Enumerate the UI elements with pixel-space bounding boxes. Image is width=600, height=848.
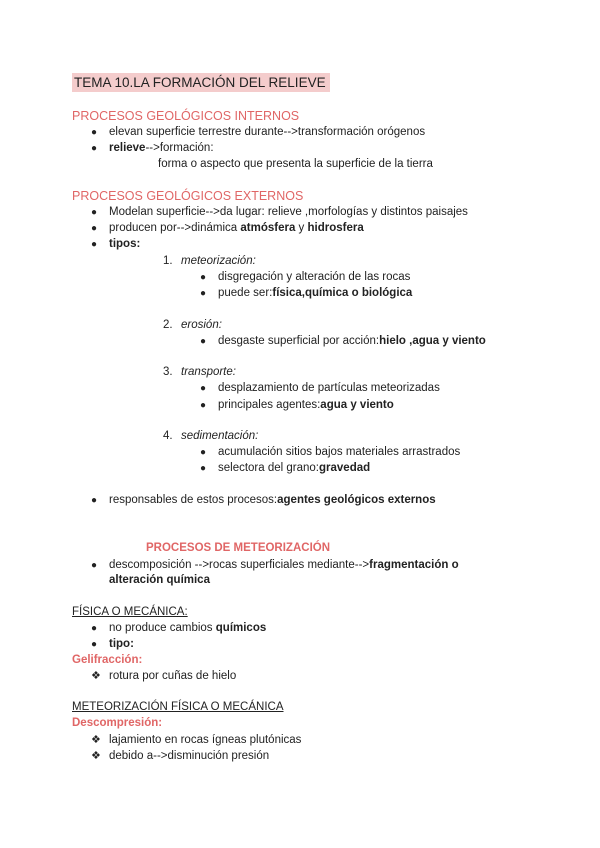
text-bold: hielo ,agua y viento [379,335,486,347]
text-bold: atmósfera [240,222,296,234]
numbered-item: transporte: [181,366,236,378]
bullet-icon: ● [200,400,207,411]
heading-physical-weathering: METEORIZACIÓN FÍSICA O MECÁNICA [72,701,284,713]
numbered-item: sedimentación: [181,430,259,442]
subheading-gelifraction: Gelifracción: [72,654,143,666]
list-item: Modelan superficie-->da lugar: relieve ,morfologías y distintos paisajes [109,206,468,218]
heading-weathering: PROCESOS DE METEORIZACIÓN [146,542,331,554]
text-bold: agentes geológicos externos [277,494,436,506]
numbered-number: 1. [163,255,173,267]
term-bold: relieve [109,142,146,154]
numbered-number: 4. [163,430,173,442]
text-bold: agua y viento [320,399,394,411]
list-item [109,493,436,508]
list-item [218,398,394,413]
numbered-number: 3. [163,366,173,378]
diamond-bullet-icon: ❖ [91,750,101,762]
text: descomposición -->rocas superficiales mediante--> [109,559,370,571]
text-bold: hidrosfera [307,222,364,234]
definition-text: forma o aspecto que presenta la superficie de la tierra [158,158,433,170]
text: producen por-->dinámica [109,222,241,234]
bullet-icon: ● [91,127,98,138]
text-bold: física,química o biológica [272,287,413,299]
list-item [218,286,412,301]
list-item: disgregación y alteración de las rocas [218,271,411,283]
text: y [295,222,308,234]
text-bold: fragmentación o [369,559,459,571]
subheading-decompression: Descompresión: [72,717,163,729]
list-item-continued: alteración química [109,574,210,586]
list-item: acumulación sitios bajos materiales arrastrados [218,446,461,458]
list-item [109,621,266,636]
bullet-icon: ● [91,495,98,506]
text: desgaste superficial por acción: [218,335,380,347]
bullet-icon: ● [91,223,98,234]
list-item [109,558,459,573]
list-item: debido a-->disminución presión [109,750,270,762]
bullet-icon: ● [91,239,98,250]
bullet-icon: ● [91,623,98,634]
list-item [218,334,486,349]
text: responsables de estos procesos: [109,494,278,506]
bullet-icon: ● [91,639,98,650]
bullet-icon: ● [200,447,207,458]
list-item: rotura por cuñas de hielo [109,670,237,682]
heading-physical: FÍSICA O MECÁNICA: [72,606,188,618]
bullet-icon: ● [91,143,98,154]
diamond-bullet-icon: ❖ [91,734,101,746]
list-item [218,461,370,476]
bullet-icon: ● [91,207,98,218]
diamond-bullet-icon: ❖ [91,670,101,682]
list-item [109,221,364,236]
list-item [109,141,214,156]
bullet-icon: ● [200,463,207,474]
list-item: elevan superficie terrestre durante-->transformación orógenos [109,126,426,138]
text: puede ser: [218,287,273,299]
term-text: -->formación: [145,142,214,154]
page-title: TEMA 10.LA FORMACIÓN DEL RELIEVE [72,73,330,92]
bullet-icon: ● [200,272,207,283]
bullet-icon: ● [200,336,207,347]
heading-internal-processes: PROCESOS GEOLÓGICOS INTERNOS [72,109,300,123]
list-item: lajamiento en rocas ígneas plutónicas [109,734,302,746]
numbered-item: erosión: [181,319,222,331]
heading-external-processes: PROCESOS GEOLÓGICOS EXTERNOS [72,189,304,203]
list-item: desplazamiento de partículas meteorizadas [218,382,440,394]
bullet-icon: ● [91,560,98,571]
bullet-icon: ● [200,383,207,394]
text: principales agentes: [218,399,321,411]
text: selectora del grano: [218,462,320,474]
list-item: tipo: [109,638,134,650]
bullet-icon: ● [200,288,207,299]
text-bold: químicos [215,622,267,634]
text-bold: gravedad [319,462,371,474]
numbered-item: meteorización: [181,255,256,267]
list-item: tipos: [109,238,141,250]
numbered-number: 2. [163,319,173,331]
text: no produce cambios [109,622,216,634]
